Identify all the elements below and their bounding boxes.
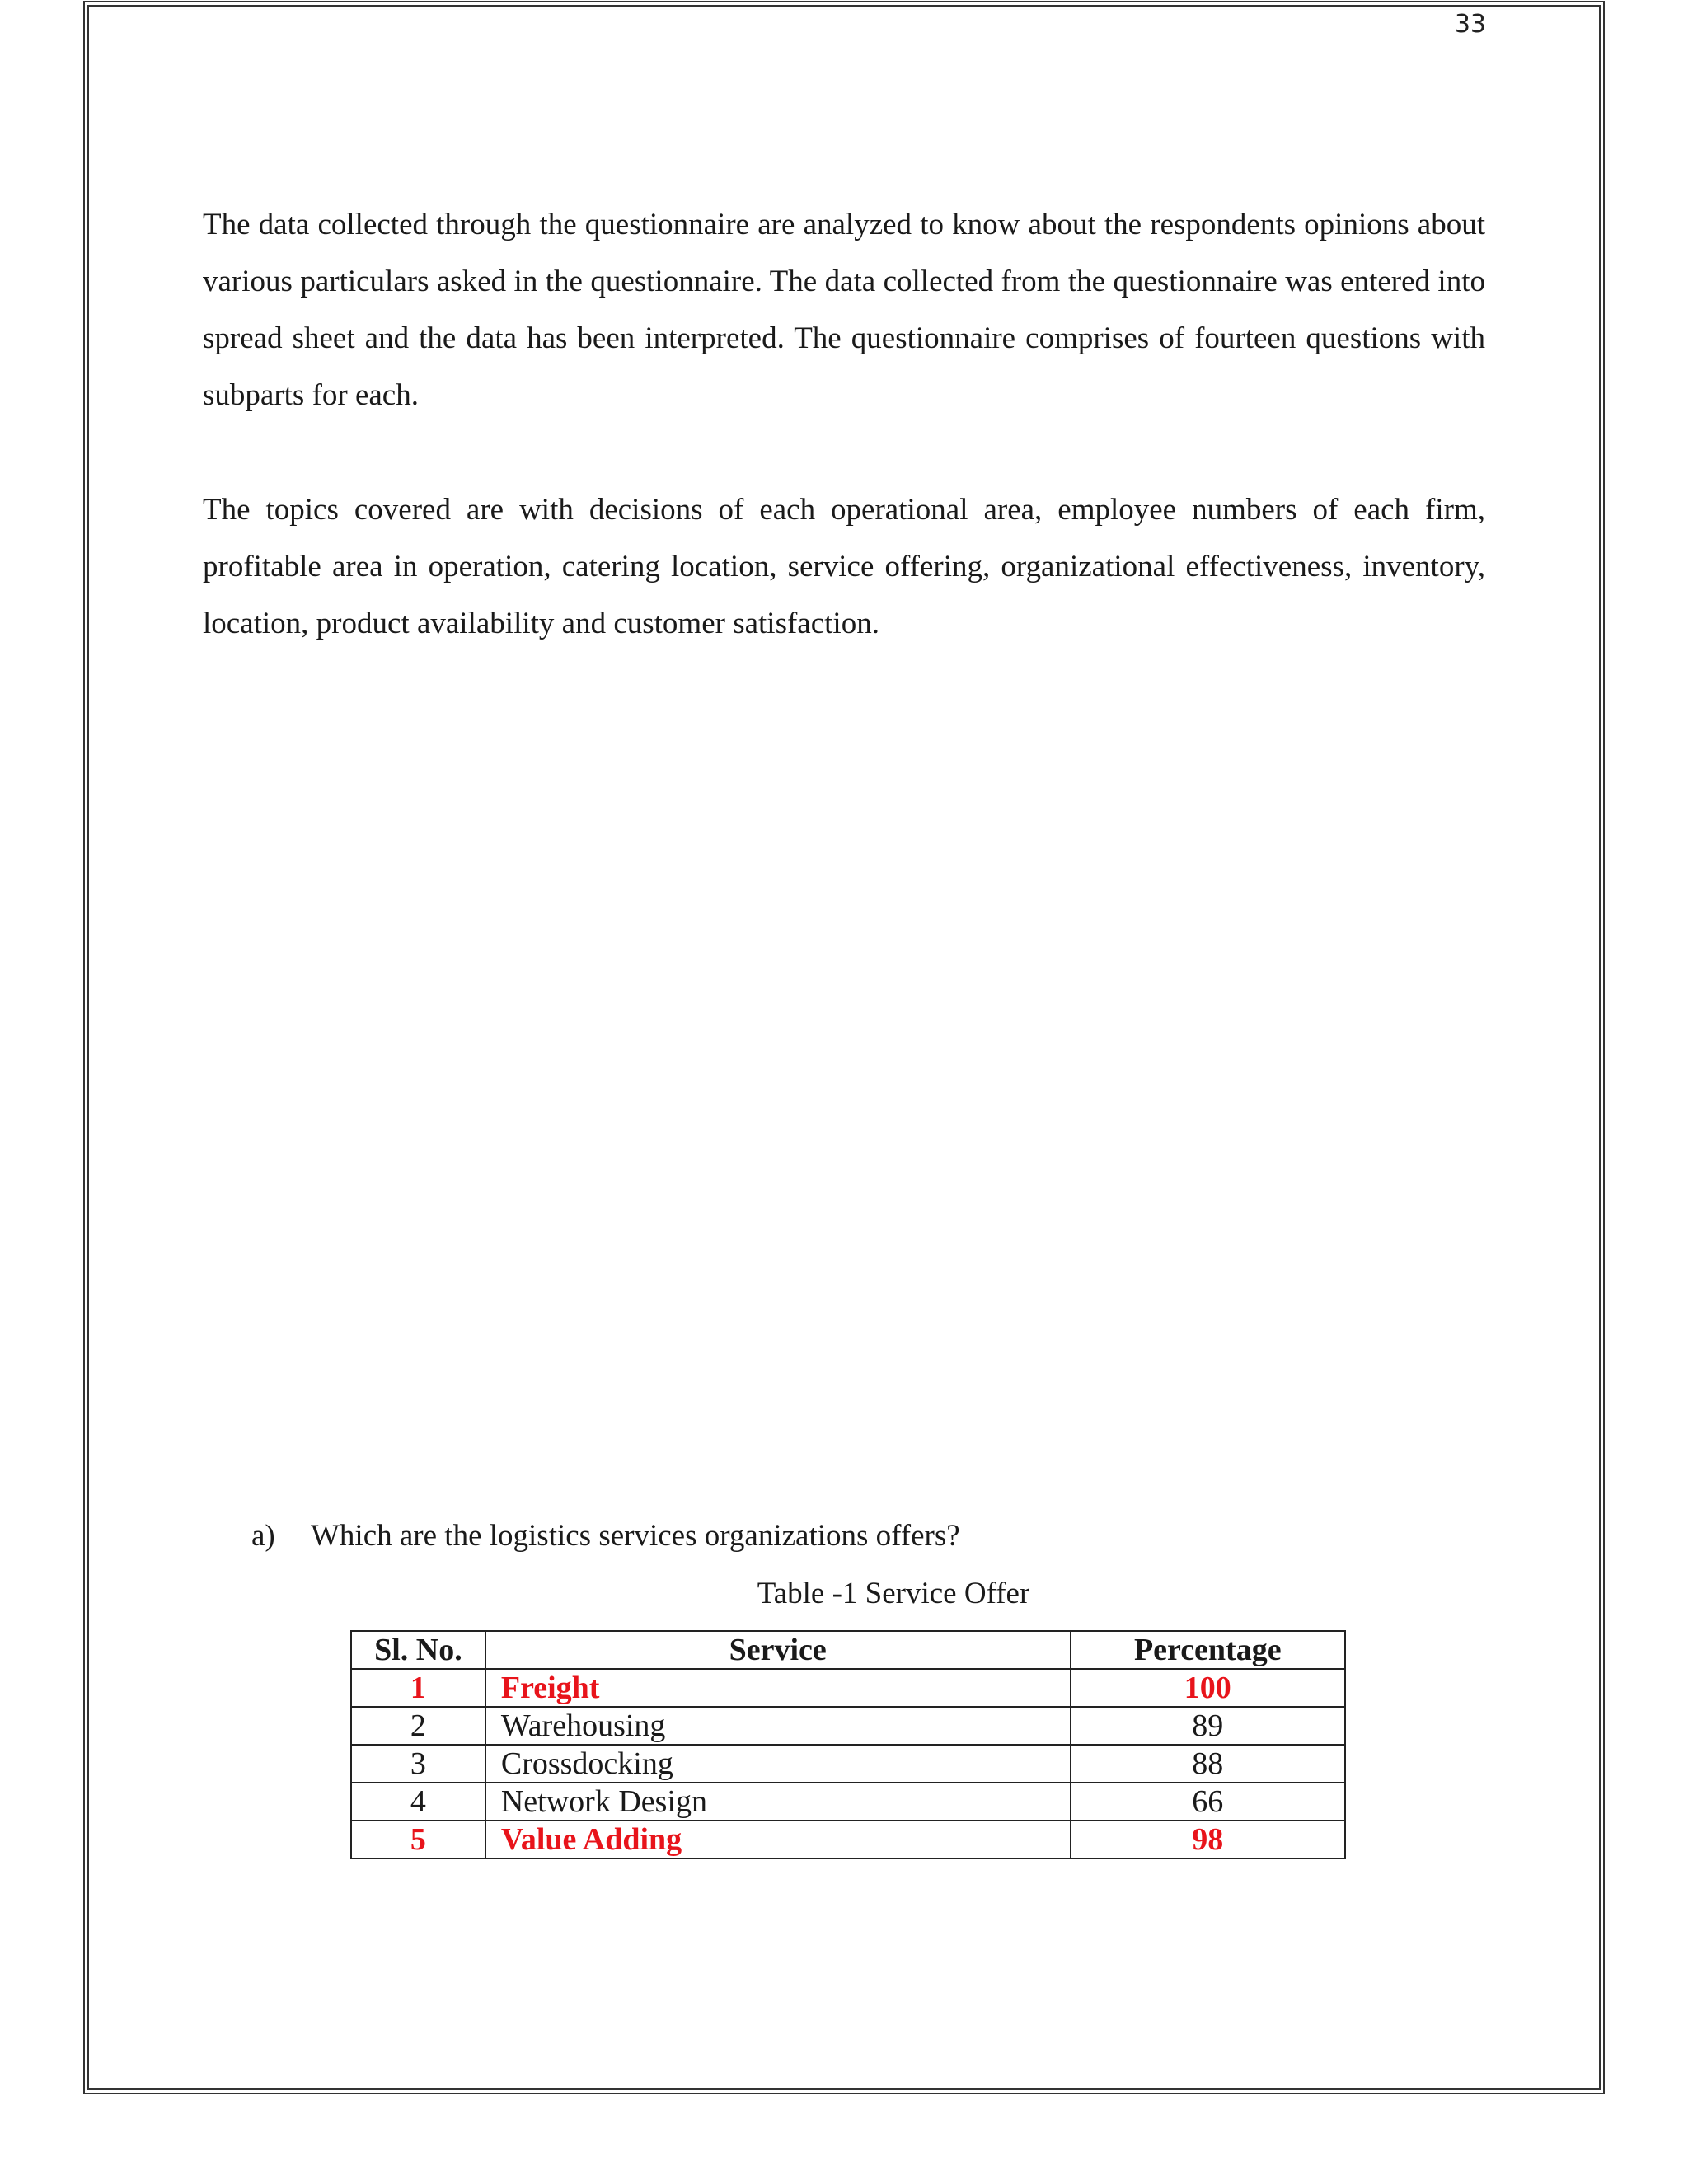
cell-service: Crossdocking bbox=[485, 1745, 1071, 1783]
table-header-row bbox=[351, 1631, 1345, 1669]
intro-paragraph: The data collected through the questionnaire are analyzed to know about the respondents opinions about various particulars asked in the questionnaire. The data collected from the questionnaire was entered into spread sheet and the data has been interpreted. The questionnaire comprises of fourteen questions with subparts for each. bbox=[203, 208, 1485, 412]
table-row bbox=[351, 1783, 1345, 1821]
table-caption: Table -1 Service Offer bbox=[757, 1577, 1030, 1610]
cell-sl-no: 2 bbox=[351, 1707, 485, 1745]
table-row bbox=[351, 1707, 1345, 1745]
cell-service: Freight bbox=[485, 1669, 1071, 1707]
cell-percentage: 66 bbox=[1071, 1783, 1345, 1821]
cell-percentage: 88 bbox=[1071, 1745, 1345, 1783]
table-row bbox=[351, 1745, 1345, 1783]
cell-sl-no: 5 bbox=[351, 1821, 485, 1858]
cell-sl-no: 3 bbox=[351, 1745, 485, 1783]
cell-percentage: 89 bbox=[1071, 1707, 1345, 1745]
table-row bbox=[351, 1669, 1345, 1707]
service-offer-table bbox=[350, 1630, 1346, 1859]
question-text: Which are the logistics services organizations offers? bbox=[311, 1519, 960, 1553]
cell-sl-no: 4 bbox=[351, 1783, 485, 1821]
cell-service: Value Adding bbox=[485, 1821, 1071, 1858]
question-marker: a) bbox=[251, 1519, 275, 1553]
header-percentage: Percentage bbox=[1071, 1631, 1345, 1669]
cell-service: Network Design bbox=[485, 1783, 1071, 1821]
header-sl-no: Sl. No. bbox=[351, 1631, 485, 1669]
cell-service: Warehousing bbox=[485, 1707, 1071, 1745]
cell-percentage: 98 bbox=[1071, 1821, 1345, 1858]
cell-sl-no: 1 bbox=[351, 1669, 485, 1707]
topics-paragraph: The topics covered are with decisions of each operational area, employee numbers of each firm, profitable area in operation, catering location, service offering, organizational effectiveness, inventory, location, product availability and customer satisfaction. bbox=[203, 493, 1485, 640]
page-number: 33 bbox=[1454, 10, 1486, 39]
header-service: Service bbox=[485, 1631, 1071, 1669]
cell-percentage: 100 bbox=[1071, 1669, 1345, 1707]
question-a bbox=[251, 1511, 960, 1561]
table-row bbox=[351, 1821, 1345, 1858]
